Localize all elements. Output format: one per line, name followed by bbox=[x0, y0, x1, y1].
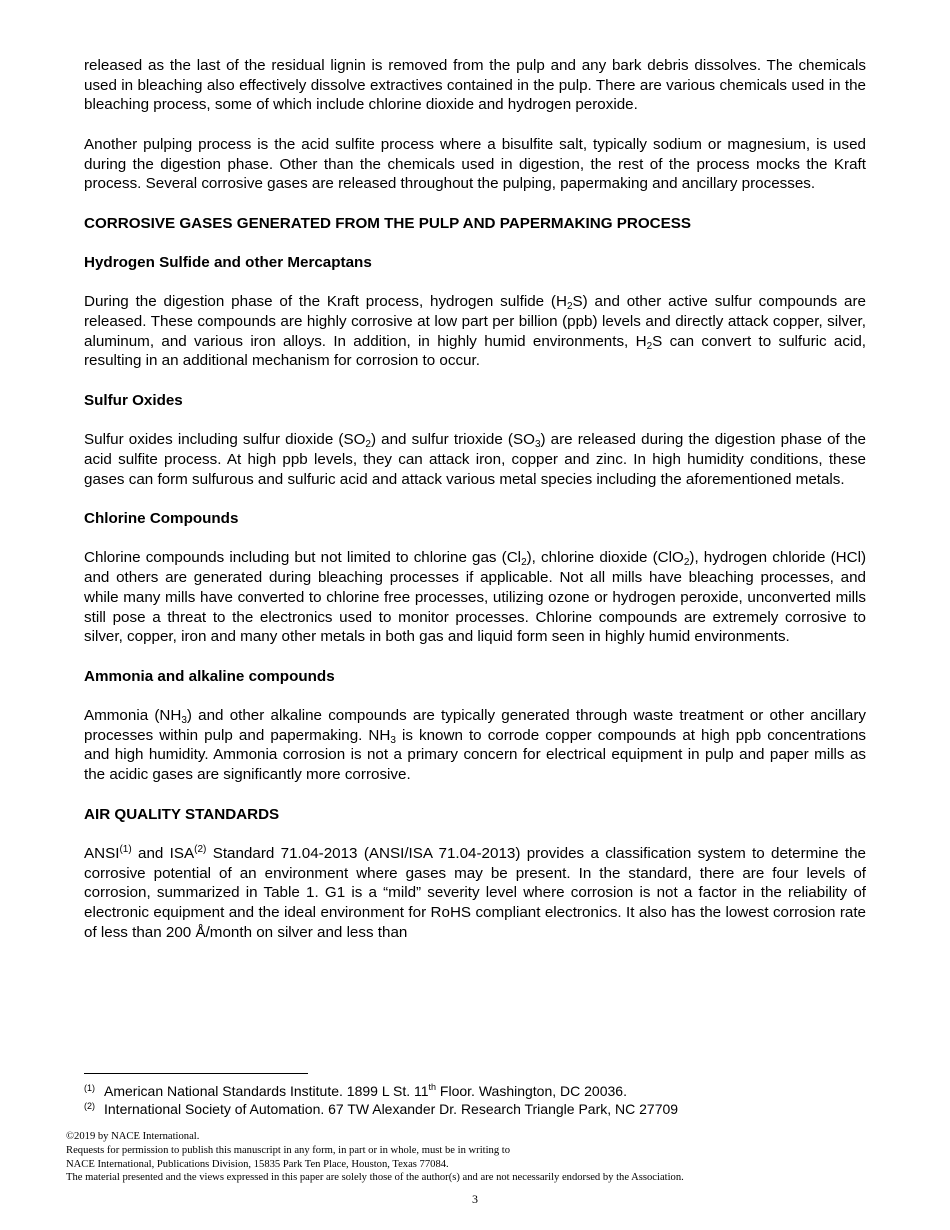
footnote-divider bbox=[84, 1073, 308, 1074]
subheading-chlorine-compounds: Chlorine Compounds bbox=[84, 510, 239, 528]
subheading-hydrogen-sulfide: Hydrogen Sulfide and other Mercaptans bbox=[84, 253, 372, 271]
paragraph-acid-sulfite: Another pulping process is the acid sulfite process where a bisulfite salt, typically sodium or magnesium, is used during the digestion phase. Other than the chemicals used in digestion, the rest of the process mocks the Kraft process. Several corrosive gases are released throughout the pulping, papermaking and ancillary processes. bbox=[84, 135, 866, 193]
paragraph-chlorine-compounds: Chlorine compounds including but not limited to chlorine gas $(Cl_2)$, chlorine dioxide (ClO$_2$), hydrogen chloride (HCl) and others are generated during bleaching processes if applicable. Not all mills have bleaching processes, and while many mills have converted to chlorine free processes, utilizing ozone or hydrogen peroxide, unconverted mills still pose a threat to the electronics used to monitor processes. Chlorine compounds are extremely corrosive to silver, copper, iron and many other metals in both gas and liquid form seen in highly humid environments. bbox=[84, 549, 866, 646]
address-line: NACE International, Publications Division, 15835 Park Ten Place, Houston, Texas 77084. bbox=[66, 1158, 449, 1170]
paragraph-hydrogen-sulfide: During the digestion phase of the Kraft process, hydrogen sulfide $(H_2S)$ and other active sulfur compounds are released. These compounds are highly corrosive at low part per billion (ppb) levels and directly attack copper, silver, aluminum, and various iron alloys. In addition, in highly humid environments, $H_2S$ can convert to sulfuric acid, resulting in an additional mechanism for corrosion to occur. bbox=[84, 293, 866, 370]
copyright-line: ©2019 by NACE International. bbox=[66, 1131, 200, 1142]
section-heading-corrosive-gases: CORROSIVE GASES GENERATED FROM THE PULP AND PAPERMAKING PROCESS bbox=[84, 214, 692, 232]
footnotes bbox=[84, 1082, 884, 1118]
page-number: 3 bbox=[472, 1192, 478, 1206]
paragraph-sulfur-oxides: Sulfur oxides including sulfur dioxide $(SO_2)$ and sulfur trioxide $(SO_3)$ are released during the digestion phase of the acid sulfite process. At high ppb levels, they can attack iron, copper and zinc. In high humidity conditions, these gases can form sulfurous and sulfuric acid and attack various metal species including the aforementioned metals. bbox=[84, 431, 867, 488]
copyright-notice bbox=[66, 1130, 886, 1185]
footnote-1: (1) American National Standards Institute. 1899 L St. 11th Floor. Washington, DC 20036. bbox=[84, 1082, 627, 1099]
paragraph-bleaching: released as the last of the residual lignin is removed from the pulp and any bark debris dissolves. The chemicals used in bleaching also effectively dissolve extractives contained in the pulp. There are various chemicals used in the bleaching process, some of which include chlorine dioxide and hydrogen peroxide. bbox=[84, 57, 866, 114]
subheading-ammonia: Ammonia and alkaline compounds bbox=[84, 667, 335, 685]
paragraph-air-quality: ANSI$^{(1)}$ and ISA$^{(2)}$ Standard 71.04-2013 (ANSI/ISA 71.04-2013) provides a classification system to determine the corrosive potential of an environment where gases may be present. In the standard, there are four levels of corrosion, summarized in Table 1. G1 is a “mild” severity level where corrosion is not a factor in the reliability of electronic equipment and the ideal environment for RoHS compliant electronics. It also has the lowest corrosion rate of less than 200 Å/month on silver and less than bbox=[84, 843, 866, 941]
paragraph-ammonia: Ammonia $(NH_3)$ and other alkaline compounds are typically generated through waste treatment or other ancillary processes within pulp and papermaking. $NH_3$ is known to corrode copper compounds at high ppb concentrations and high humidity. Ammonia corrosion is not a primary concern for electrical equipment in pulp and paper mills as the acidic gases are significantly more corrosive. bbox=[84, 707, 866, 784]
permission-line: Requests for permission to publish this manuscript in any form, in part or in whole, must be in writing to bbox=[66, 1144, 511, 1156]
section-heading-air-quality: AIR QUALITY STANDARDS bbox=[84, 805, 280, 823]
main-text-column bbox=[84, 56, 866, 942]
subheading-sulfur-oxides: Sulfur Oxides bbox=[84, 391, 183, 409]
footnote-2: (2) International Society of Automation. 67 TW Alexander Dr. Research Triangle Park, NC 27709 bbox=[84, 1101, 679, 1117]
disclaimer-line: The material presented and the views expressed in this paper are solely those of the author(s) and are not necessarily endorsed by the Association. bbox=[66, 1172, 684, 1184]
